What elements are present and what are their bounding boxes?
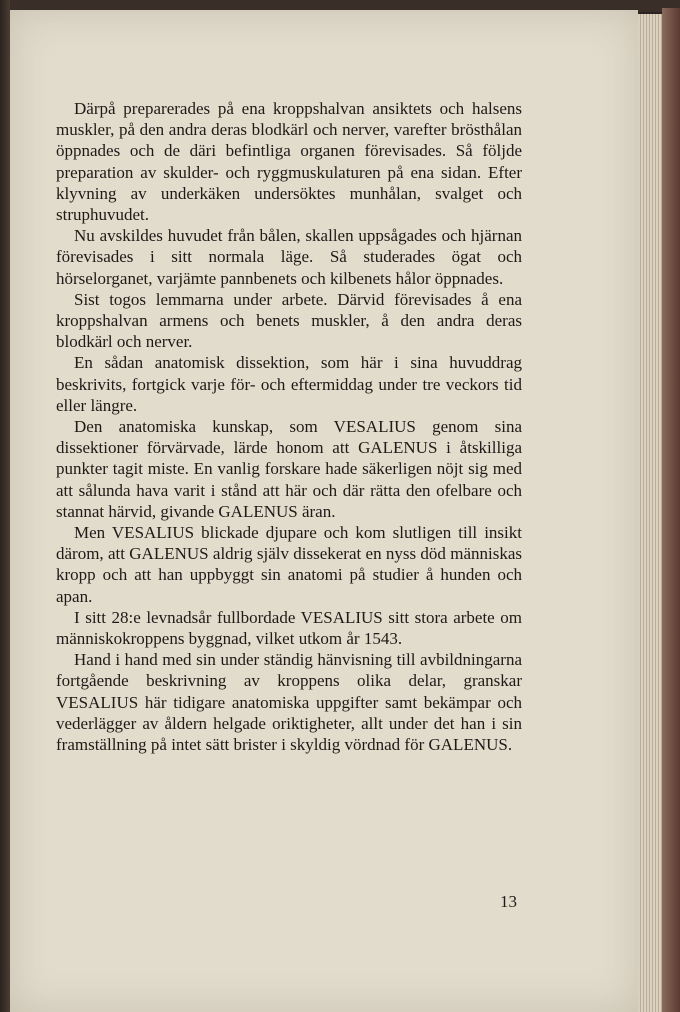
paragraph: Därpå preparerades på ena kroppshalvan ansiktets och halsens muskler, på den andra deras blodkärl och nerver, varefter brösthålan öppnades och de däri befintliga organen förevisades. Så följde preparation av skulder- och ryggmuskulaturen på ena sidan. Efter klyvning av underkäken undersöktes munhålan, svalget och struphuvudet. [56, 99, 522, 225]
body-text [56, 98, 522, 755]
paragraph: Nu avskildes huvudet från bålen, skallen uppsågades och hjärnan förevisades i sitt normala läge. Så studerades ögat och hörselorganet, varjämte pannbenets och kilbenets hålor öppnades. [56, 226, 522, 288]
paragraph: Den anatomiska kunskap, som VESALIUS genom sina dissektioner förvärvade, lärde honom att GALENUS i åtskilliga punkter tagit miste. En vanlig forskare hade säkerligen nöjt sig med att sålunda hava varit i stånd att här och där rätta den ofelbare och stannat härvid, givande GALENUS äran. [56, 417, 522, 521]
left-binding-shadow [0, 0, 10, 1012]
paragraph: I sitt 28:e levnadsår fullbordade VESALIUS sitt stora arbete om människokroppens byggnad, vilket utkom år 1543. [56, 607, 522, 649]
paragraph: Sist togos lemmarna under arbete. Därvid förevisades å ena kroppshalvan armens och benets muskler, å den andra deras blodkärl och nerver. [56, 289, 522, 352]
book-cover-edge [662, 8, 680, 1012]
paragraph: Hand i hand med sin under ständig hänvisning till avbildningarna fortgående beskrivning av kroppens olika delar, granskar VESALIUS här tidigare anatomiska uppgifter samt bekämpar och vederlägger av åldern helgade oriktigheter, allt under det han i sin framställning på intet sätt brister i skyldig vördnad för GALENUS. [56, 650, 522, 755]
paragraph: Men VESALIUS blickade djupare och kom slutligen till insikt därom, att GALENUS aldrig själv dissekerat en nyss död människas kropp och att han uppbyggt sin anatomi på studier å hunden och apan. [56, 523, 522, 606]
page-number: 13 [500, 892, 517, 911]
paragraph: En sådan anatomisk dissektion, som här i sina huvuddrag beskrivits, fortgick varje för- och eftermiddag under tre veckors tid eller längre. [56, 353, 522, 415]
